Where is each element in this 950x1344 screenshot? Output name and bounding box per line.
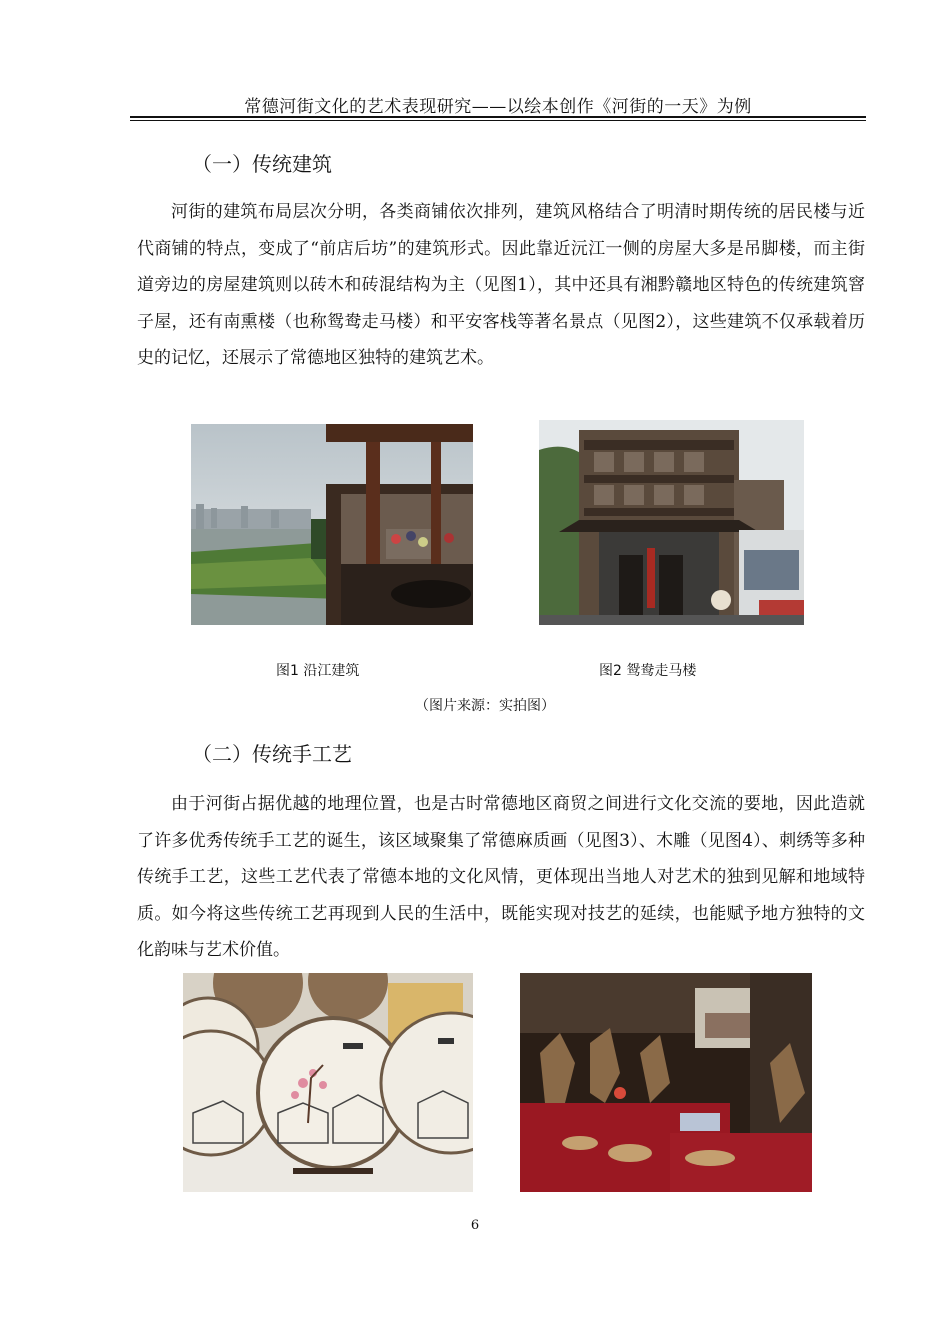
header-rule-thin xyxy=(130,120,866,121)
figure-2-building-photo xyxy=(539,420,804,625)
paragraph-architecture: 河街的建筑布局层次分明，各类商铺依次排列，建筑风格结合了明清时期传统的居民楼与近代商铺的特点，变成了“前店后坊”的建筑形式。因此靠近沅江一侧的房屋大多是吊脚楼，而主街道旁边的房屋建筑则以砖木和砖混结构为主（见图1），其中还具有湘黔赣地区特色的传统建筑窨子屋，还有南熏楼（也称鸳鸯走马楼）和平安客栈等著名景点（见图2），这些建筑不仅承载着历史的记忆，还展示了常德地区独特的建筑艺术。 xyxy=(137,202,865,368)
running-header: 常德河街文化的艺术表现研究——以绘本创作《河街的一天》为例 xyxy=(244,97,752,117)
header-rule-thick xyxy=(130,116,866,118)
paragraph-handicrafts: 由于河街占据优越的地理位置，也是古时常德地区商贸之间进行文化交流的要地，因此造就了许多优秀传统手工艺的诞生，该区域聚集了常德麻质画（见图3）、木雕（见图4）、刺绣等多种传统手工艺，这些工艺代表了常德本地的文化风情，更体现出当地人对艺术的独到见解和地域特质。如今将这些传统工艺再现到人民的生活中，既能实现对技艺的延续，也能赋予地方独特的文化韵味与艺术价值。 xyxy=(137,794,865,960)
figure-1-caption: 图1 沿江建筑 xyxy=(276,663,360,679)
figure-2-caption: 图2 鸳鸯走马楼 xyxy=(599,663,697,679)
figure-source-note: （图片来源：实拍图） xyxy=(415,698,555,714)
section-heading-handicrafts: （二）传统手工艺 xyxy=(192,742,352,766)
figure-1-riverside-photo xyxy=(191,424,473,625)
section-heading-architecture: （一）传统建筑 xyxy=(192,152,332,176)
page-number: 6 xyxy=(470,1218,480,1233)
figure-4-wood-carving-photo xyxy=(520,973,812,1192)
figure-3-linen-painting-photo xyxy=(183,973,473,1192)
